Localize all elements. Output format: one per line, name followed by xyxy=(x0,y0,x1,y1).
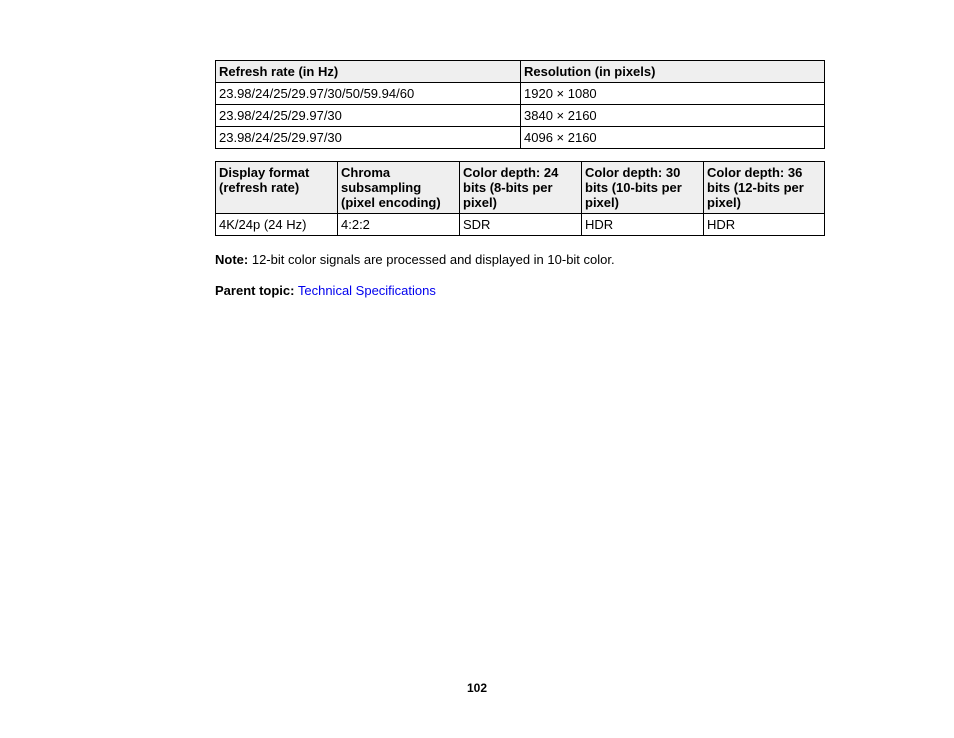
table-row xyxy=(216,105,825,127)
table-row xyxy=(216,83,825,105)
note-text: 12-bit color signals are processed and displayed in 10-bit color. xyxy=(251,252,615,267)
cell-refresh-rate: 23.98/24/25/29.97/30 xyxy=(216,127,521,149)
cell-chroma-subsampling: 4:2:2 xyxy=(338,214,460,236)
table-row xyxy=(216,214,825,236)
cell-display-format: 4K/24p (24 Hz) xyxy=(216,214,338,236)
cell-resolution: 1920 × 1080 xyxy=(521,83,825,105)
note-paragraph xyxy=(215,252,615,267)
cell-refresh-rate: 23.98/24/25/29.97/30/50/59.94/60 xyxy=(216,83,521,105)
header-refresh-rate: Refresh rate (in Hz) xyxy=(216,61,521,83)
header-resolution: Resolution (in pixels) xyxy=(521,61,825,83)
cell-refresh-rate: 23.98/24/25/29.97/30 xyxy=(216,105,521,127)
table-header-row xyxy=(216,61,825,83)
color-depth-table xyxy=(215,161,825,236)
refresh-rate-table xyxy=(215,60,825,149)
header-color-depth-24: Color depth: 24 bits (8-bits per pixel) xyxy=(460,162,582,214)
header-display-format: Display format (refresh rate) xyxy=(216,162,338,214)
header-color-depth-30: Color depth: 30 bits (10-bits per pixel) xyxy=(582,162,704,214)
table-row xyxy=(216,127,825,149)
header-color-depth-36: Color depth: 36 bits (12-bits per pixel) xyxy=(704,162,825,214)
parent-topic-paragraph xyxy=(215,283,436,298)
cell-color-depth-30: HDR xyxy=(582,214,704,236)
cell-color-depth-24: SDR xyxy=(460,214,582,236)
cell-color-depth-36: HDR xyxy=(704,214,825,236)
technical-specifications-link[interactable]: Technical Specifications xyxy=(297,283,436,298)
cell-resolution: 3840 × 2160 xyxy=(521,105,825,127)
header-chroma-subsampling: Chroma subsampling (pixel encoding) xyxy=(338,162,460,214)
note-label: Note: xyxy=(215,252,249,267)
parent-topic-label: Parent topic: xyxy=(215,283,295,298)
table-header-row xyxy=(216,162,825,214)
cell-resolution: 4096 × 2160 xyxy=(521,127,825,149)
page-number: 102 xyxy=(466,681,488,695)
